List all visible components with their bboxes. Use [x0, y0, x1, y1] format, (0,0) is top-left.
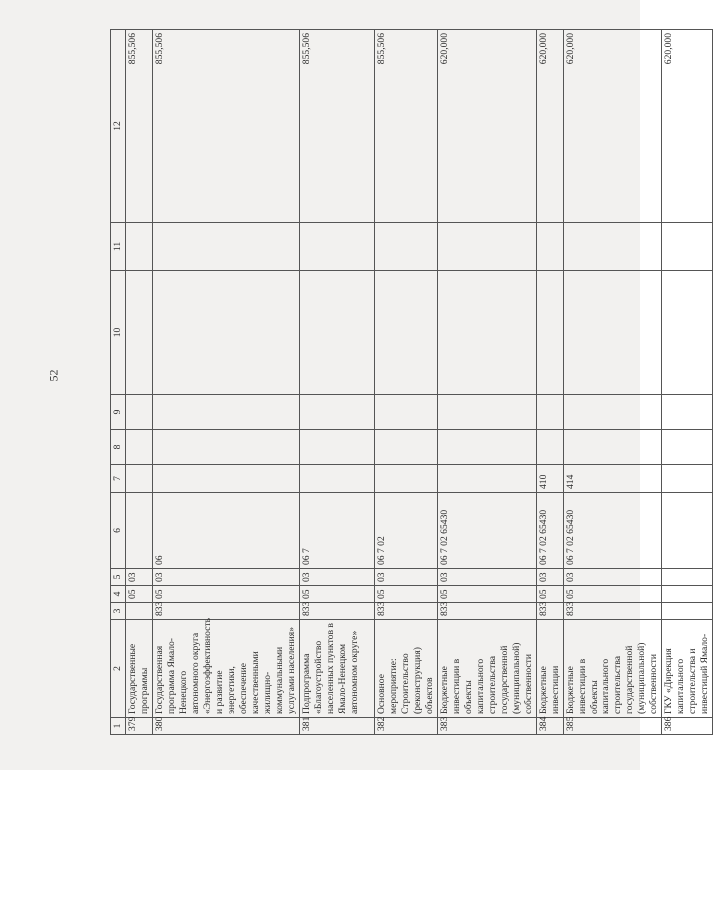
row-number-cell: 385 — [563, 718, 662, 735]
target-article-cell: 06 7 02 — [374, 493, 437, 569]
expense-type-cell: 414 — [563, 465, 662, 493]
subsection-cell — [662, 569, 713, 586]
subsection-cell: 03 — [563, 569, 662, 586]
subsection-cell: 03 — [299, 569, 374, 586]
code-cell: 833 — [152, 603, 299, 620]
amount-cell: 620,000 — [536, 30, 563, 223]
empty-cell — [536, 271, 563, 395]
header-cell: 6 — [111, 493, 126, 569]
empty-cell — [437, 430, 536, 465]
expense-type-cell — [374, 465, 437, 493]
empty-cell — [563, 395, 662, 430]
code-cell: 833 — [536, 603, 563, 620]
header-cell: 11 — [111, 223, 126, 271]
amount-cell: 620,000 — [563, 30, 662, 223]
target-article-cell: 06 7 02 65430 — [536, 493, 563, 569]
row-number-cell: 382 — [374, 718, 437, 735]
row-name-cell: Государственные программы — [125, 620, 152, 718]
amount-cell: 855,506 — [299, 30, 374, 223]
header-cell: 12 — [111, 30, 126, 223]
subsection-cell: 03 — [125, 569, 152, 586]
section-cell: 05 — [299, 586, 374, 603]
amount-cell: 620,000 — [662, 30, 713, 223]
table-row — [437, 30, 536, 735]
empty-cell — [152, 271, 299, 395]
page-number: 52 — [46, 369, 61, 382]
row-name-cell: Основное мероприятие: Строительство (реконструкция) объектов — [374, 620, 437, 718]
table-row — [374, 30, 437, 735]
table-row — [152, 30, 299, 735]
row-number-cell: 386 — [662, 718, 713, 735]
expense-type-cell — [437, 465, 536, 493]
empty-cell — [125, 395, 152, 430]
amount-cell: 855,506 — [152, 30, 299, 223]
target-article-cell: 06 7 02 65430 — [437, 493, 536, 569]
header-cell: 5 — [111, 569, 126, 586]
empty-cell — [563, 430, 662, 465]
expense-type-cell — [152, 465, 299, 493]
section-cell: 05 — [374, 586, 437, 603]
expense-type-cell — [125, 465, 152, 493]
budget-table — [110, 29, 713, 735]
target-article-cell — [662, 493, 713, 569]
empty-cell — [152, 223, 299, 271]
empty-cell — [299, 271, 374, 395]
table-row — [125, 30, 152, 735]
section-cell: 05 — [152, 586, 299, 603]
header-cell: 4 — [111, 586, 126, 603]
empty-cell — [662, 395, 713, 430]
row-name-cell: ГКУ «Дирекция капитального строительства и инвестиций Ямало- — [662, 620, 713, 718]
subsection-cell: 03 — [152, 569, 299, 586]
target-article-cell — [125, 493, 152, 569]
empty-cell — [299, 223, 374, 271]
header-cell: 8 — [111, 430, 126, 465]
expense-type-cell — [662, 465, 713, 493]
target-article-cell: 06 — [152, 493, 299, 569]
header-cell: 9 — [111, 395, 126, 430]
code-cell: 833 — [563, 603, 662, 620]
row-number-cell: 379 — [125, 718, 152, 735]
rotated-table-container — [110, 30, 711, 735]
code-cell: 833 — [299, 603, 374, 620]
row-name-cell: Бюджетные инвестиции в объекты капитального строительства государственной (муниципальной) собственности — [563, 620, 662, 718]
expense-type-cell — [299, 465, 374, 493]
empty-cell — [374, 395, 437, 430]
row-number-cell: 380 — [152, 718, 299, 735]
empty-cell — [437, 223, 536, 271]
empty-cell — [125, 223, 152, 271]
row-name-cell: Государственная программа Ямало-Ненецкого автономного округа «Энергоэффективность и развитие энергетики, обеспечение качественными жилищно-коммунальными услугами населения» — [152, 620, 299, 718]
code-cell — [662, 603, 713, 620]
empty-cell — [374, 223, 437, 271]
row-number-cell: 383 — [437, 718, 536, 735]
amount-cell: 855,506 — [374, 30, 437, 223]
table-body — [111, 30, 713, 735]
row-name-cell: Подпрограмма «Благоустройство населенных пунктов в Ямало-Ненецком автономном округе» — [299, 620, 374, 718]
subsection-cell: 03 — [536, 569, 563, 586]
code-cell: 833 — [374, 603, 437, 620]
code-cell — [125, 603, 152, 620]
empty-cell — [536, 430, 563, 465]
header-row — [111, 30, 126, 735]
target-article-cell: 06 7 02 65430 — [563, 493, 662, 569]
empty-cell — [299, 395, 374, 430]
header-cell: 2 — [111, 620, 126, 718]
section-cell: 05 — [563, 586, 662, 603]
empty-cell — [662, 271, 713, 395]
empty-cell — [437, 271, 536, 395]
table-row — [299, 30, 374, 735]
expense-type-cell: 410 — [536, 465, 563, 493]
target-article-cell: 06 7 — [299, 493, 374, 569]
header-cell: 7 — [111, 465, 126, 493]
row-number-cell: 381 — [299, 718, 374, 735]
table-row — [563, 30, 662, 735]
empty-cell — [152, 395, 299, 430]
empty-cell — [563, 271, 662, 395]
empty-cell — [437, 395, 536, 430]
row-number-cell: 384 — [536, 718, 563, 735]
header-cell: 1 — [111, 718, 126, 735]
section-cell: 05 — [437, 586, 536, 603]
empty-cell — [563, 223, 662, 271]
empty-cell — [374, 271, 437, 395]
subsection-cell: 03 — [437, 569, 536, 586]
table-row — [536, 30, 563, 735]
empty-cell — [374, 430, 437, 465]
empty-cell — [662, 430, 713, 465]
section-cell — [662, 586, 713, 603]
subsection-cell: 03 — [374, 569, 437, 586]
header-cell: 3 — [111, 603, 126, 620]
empty-cell — [299, 430, 374, 465]
amount-cell: 855,506 — [125, 30, 152, 223]
header-cell: 10 — [111, 271, 126, 395]
empty-cell — [125, 430, 152, 465]
empty-cell — [152, 430, 299, 465]
section-cell: 05 — [125, 586, 152, 603]
table-row — [662, 30, 713, 735]
empty-cell — [536, 223, 563, 271]
empty-cell — [125, 271, 152, 395]
empty-cell — [662, 223, 713, 271]
section-cell: 05 — [536, 586, 563, 603]
code-cell: 833 — [437, 603, 536, 620]
empty-cell — [536, 395, 563, 430]
row-name-cell: Бюджетные инвестиции — [536, 620, 563, 718]
row-name-cell: Бюджетные инвестиции в объекты капитального строительства государственной (муниципальной) собственности — [437, 620, 536, 718]
amount-cell: 620,000 — [437, 30, 536, 223]
